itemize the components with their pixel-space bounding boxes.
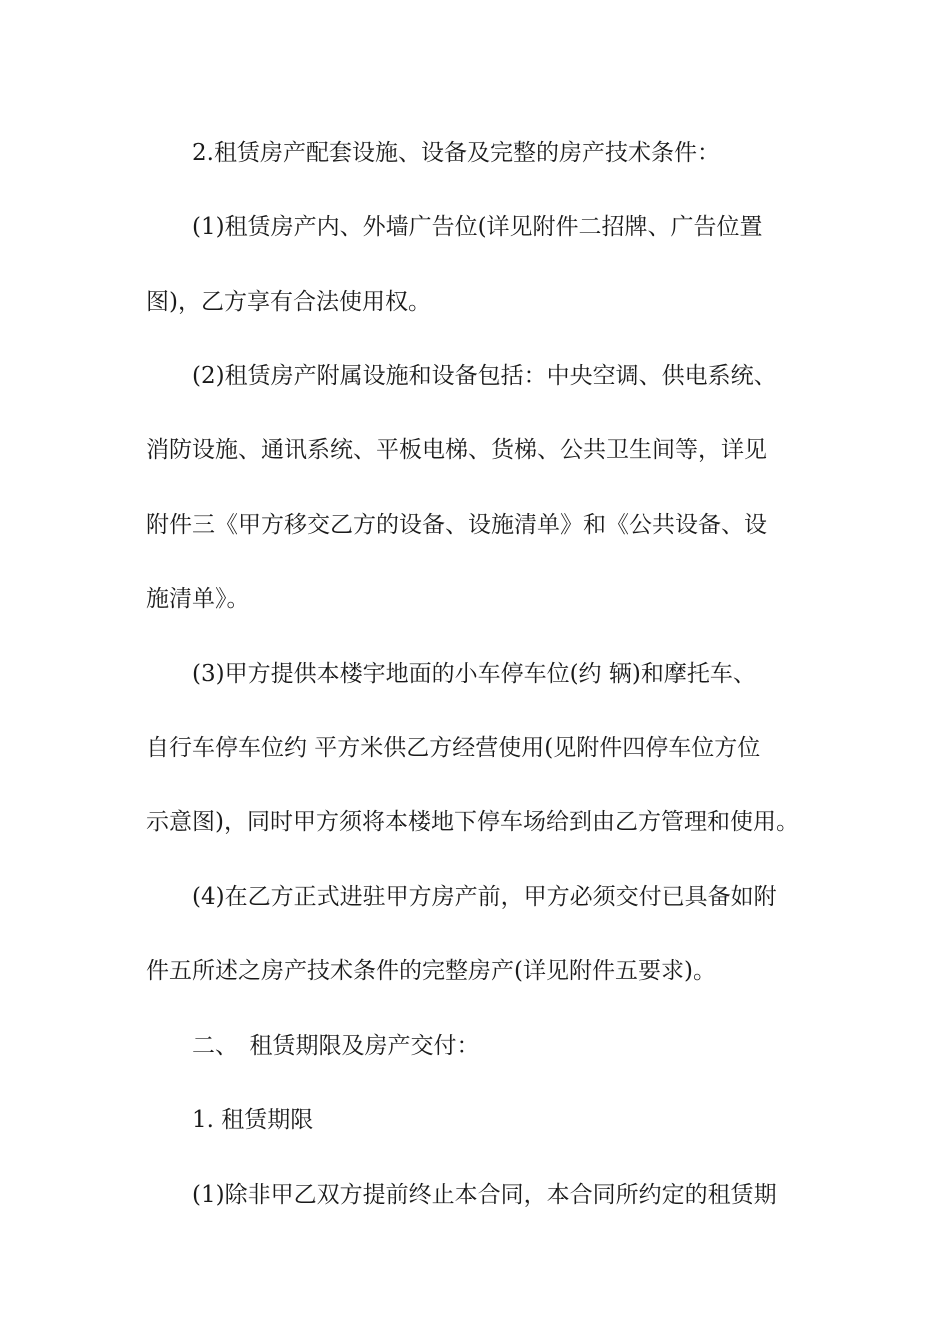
text-line-item-1: (1)租赁房产内、外墙广告位(详见附件二招牌、广告位置 bbox=[192, 214, 763, 240]
text-line-item-3-cont-1: 自行车停车位约 平方米供乙方经营使用(见附件四停车位方位 bbox=[146, 735, 761, 761]
text-line-clause-2-heading: 2.租赁房产配套设施、设备及完整的房产技术条件： bbox=[192, 140, 720, 166]
text-line-item-2: (2)租赁房产附属设施和设备包括：中央空调、供电系统、 bbox=[192, 363, 777, 389]
text-line-item-3-cont-2: 示意图)，同时甲方须将本楼地下停车场给到由乙方管理和使用。 bbox=[146, 809, 799, 835]
text-line-item-3: (3)甲方提供本楼宇地面的小车停车位(约 辆)和摩托车、 bbox=[192, 661, 756, 687]
text-line-item-4: (4)在乙方正式进驻甲方房产前，甲方必须交付已具备如附 bbox=[192, 884, 777, 910]
text-line-item-2-cont-3: 施清单》。 bbox=[146, 586, 250, 612]
section-heading-lease-term: 二、 租赁期限及房产交付： bbox=[192, 1033, 480, 1059]
text-line-item-4-cont: 件五所述之房产技术条件的完整房产(详见附件五要求)。 bbox=[146, 958, 716, 984]
text-line-lease-term-item-1: (1)除非甲乙双方提前终止本合同，本合同所约定的租赁期 bbox=[192, 1182, 777, 1208]
text-line-item-1-cont: 图)，乙方享有合法使用权。 bbox=[146, 289, 431, 315]
text-line-item-2-cont-1: 消防设施、通讯系统、平板电梯、货梯、公共卫生间等，详见 bbox=[146, 437, 767, 463]
text-line-item-2-cont-2: 附件三《甲方移交乙方的设备、设施清单》和《公共设备、设 bbox=[146, 512, 767, 538]
subheading-lease-term: 1. 租赁期限 bbox=[192, 1107, 314, 1133]
